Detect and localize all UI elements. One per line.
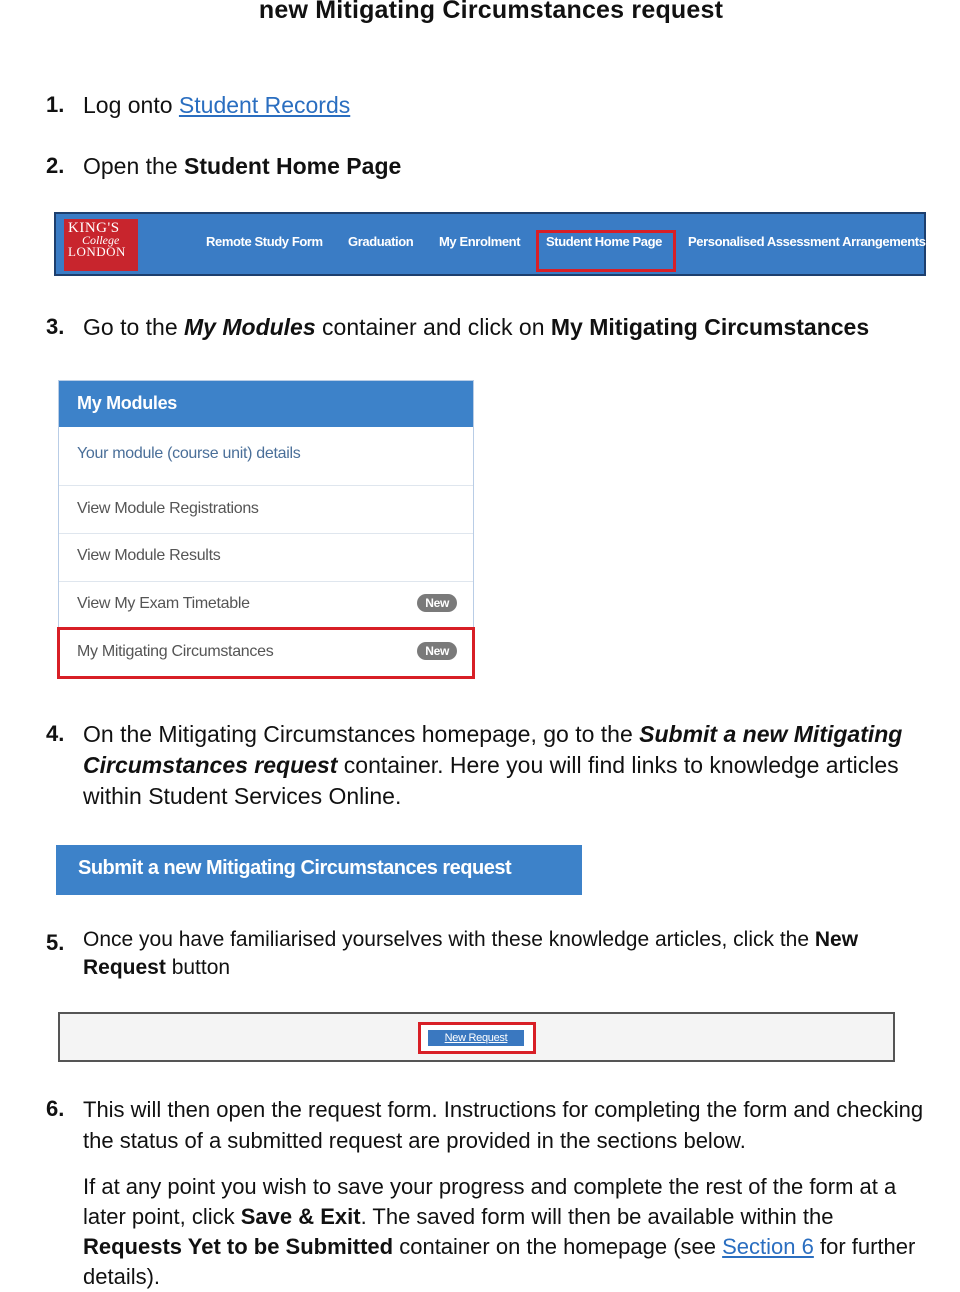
student-records-link[interactable]: Student Records [178,92,351,118]
module-link-label: Your module (course unit) details [77,445,301,462]
highlight-box [536,230,676,272]
step-text-part: Go to the [83,314,185,340]
module-link-registrations[interactable] [59,485,473,533]
module-link-results[interactable] [59,533,473,581]
step-4-text [83,719,903,812]
para-text-part: . The saved form will then be available within the [360,1204,834,1229]
nav-my-enrolment[interactable]: My Enrolment [439,234,521,249]
nav-remote-study-form[interactable]: Remote Study Form [206,234,323,249]
module-link-label: My Mitigating Circumstances [77,643,274,660]
step-text-bold: Student Home Page [184,153,402,179]
para-text-bold: Requests Yet to be Submitted [83,1234,394,1259]
step-text-part: Open the [83,153,185,179]
step-text-bold: New Request [83,928,859,979]
kcl-navigation-bar [54,212,926,276]
step-text-part: Log onto [83,92,179,118]
nav-graduation[interactable]: Graduation [348,234,414,249]
step-text-bold-italic: Submit a new Mitigating Circumstances request [83,721,903,778]
logo-line: College [82,233,120,247]
new-request-highlight [418,1022,536,1054]
step-text-part: container. Here you will find links to knowledge articles within Student Services Online. [83,752,899,809]
step-text-part: button [165,956,231,979]
step-6-text: This will then open the request form. Instructions for completing the form and checking the status of a submitted request are provided in the sections below. [83,1097,924,1153]
highlight-box [57,627,475,679]
module-link-label: View My Exam Timetable [77,595,250,612]
my-modules-header: My Modules [59,381,473,427]
nav-student-home-page[interactable]: Student Home Page [546,234,662,249]
para-text-bold: Save & Exit [240,1204,361,1229]
save-exit-paragraph [83,1172,928,1292]
step-number: 3. [46,314,65,339]
submit-new-request-container-header: Submit a new Mitigating Circumstances request [56,845,582,895]
logo-line: LONDON [68,244,126,259]
nav-personalised-assessment-arrangements[interactable]: Personalised Assessment Arrangements [688,234,926,249]
step-3-text [83,312,943,343]
step-number: 2. [46,153,65,178]
section-6-link[interactable]: Section 6 [722,1234,814,1259]
module-link-details[interactable] [59,427,473,485]
new-badge: New [417,642,457,660]
step-text-bold-italic: My Modules [184,314,316,340]
new-request-panel [58,1012,895,1062]
step-text-part: container and click on [315,314,551,340]
my-modules-panel [58,380,474,678]
module-link-exam-timetable[interactable] [59,581,473,627]
step-text-bold: My Mitigating Circumstances [550,314,870,340]
step-1-text [83,90,933,121]
new-badge: New [417,594,457,612]
para-text-part: If at any point you wish to save your progress and complete the rest of the form at a later point, click [83,1174,897,1229]
module-link-label: View Module Registrations [77,500,259,517]
para-text-part: container on the homepage (see [393,1234,723,1259]
new-request-button[interactable]: New Request [428,1030,524,1046]
step-number: 6. [46,1096,65,1121]
para-text-part: for further details). [83,1234,916,1289]
module-link-label: View Module Results [77,547,221,564]
step-5-text [83,926,933,982]
step-text-part: Once you have familiarised yourselves with these knowledge articles, click the [83,928,815,951]
step-number: 5. [46,930,65,955]
kings-college-london-logo [64,219,138,271]
step-2-text [83,151,933,182]
document-title: new Mitigating Circumstances request [258,0,724,24]
step-number: 4. [46,721,65,746]
logo-line: KING'S [68,220,120,236]
step-number: 1. [46,92,65,117]
step-text-part: On the Mitigating Circumstances homepage, go to the [83,721,640,747]
